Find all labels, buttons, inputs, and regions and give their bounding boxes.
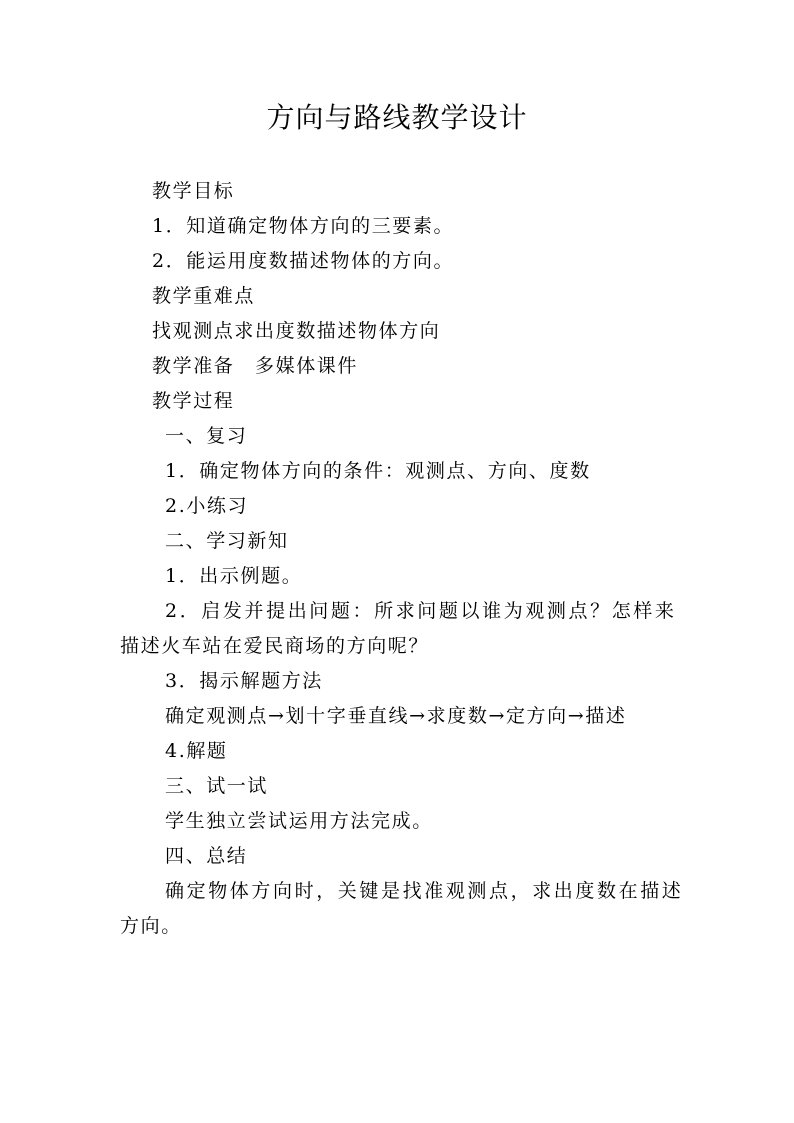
review-item-1: 1．确定物体方向的条件：观测点、方向、度数 (165, 460, 591, 482)
heading-key-difficulties: 教学重难点 (152, 285, 256, 307)
summary-text: 确定物体方向时，关键是找准观测点，求出度数在描述 (165, 880, 684, 902)
goal-item-1: 1．知道确定物体方向的三要素。 (152, 215, 455, 237)
new-knowledge-item-2-cont: 描述火车站在爱民商场的方向呢？ (120, 635, 430, 657)
new-knowledge-item-3: 3．揭示解题方法 (165, 670, 323, 692)
heading-teaching-goals: 教学目标 (152, 180, 235, 202)
solution-steps: 确定观测点→划十字垂直线→求度数→定方向→描述 (165, 705, 627, 727)
heading-teaching-process: 教学过程 (152, 390, 235, 412)
document-title: 方向与路线教学设计 (266, 101, 528, 134)
new-knowledge-item-2: 2．启发并提出问题：所求问题以谁为观测点？怎样来 (165, 600, 677, 622)
try-text: 学生独立尝试运用方法完成。 (165, 810, 433, 832)
summary-text-cont: 方向。 (120, 915, 182, 937)
section-try: 三、试一试 (165, 775, 269, 797)
teaching-preparation: 教学准备 多媒体课件 (152, 355, 359, 377)
section-review: 一、复习 (165, 425, 248, 447)
new-knowledge-item-4: 4.解题 (165, 740, 228, 762)
key-difficulty-text: 找观测点求出度数描述物体方向 (152, 320, 441, 342)
new-knowledge-item-1: 1．出示例题。 (165, 565, 303, 587)
section-new-knowledge: 二、学习新知 (165, 530, 289, 552)
review-item-2: 2.小练习 (165, 495, 249, 517)
section-summary: 四、总结 (165, 845, 248, 867)
goal-item-2: 2．能运用度数描述物体的方向。 (152, 250, 455, 272)
